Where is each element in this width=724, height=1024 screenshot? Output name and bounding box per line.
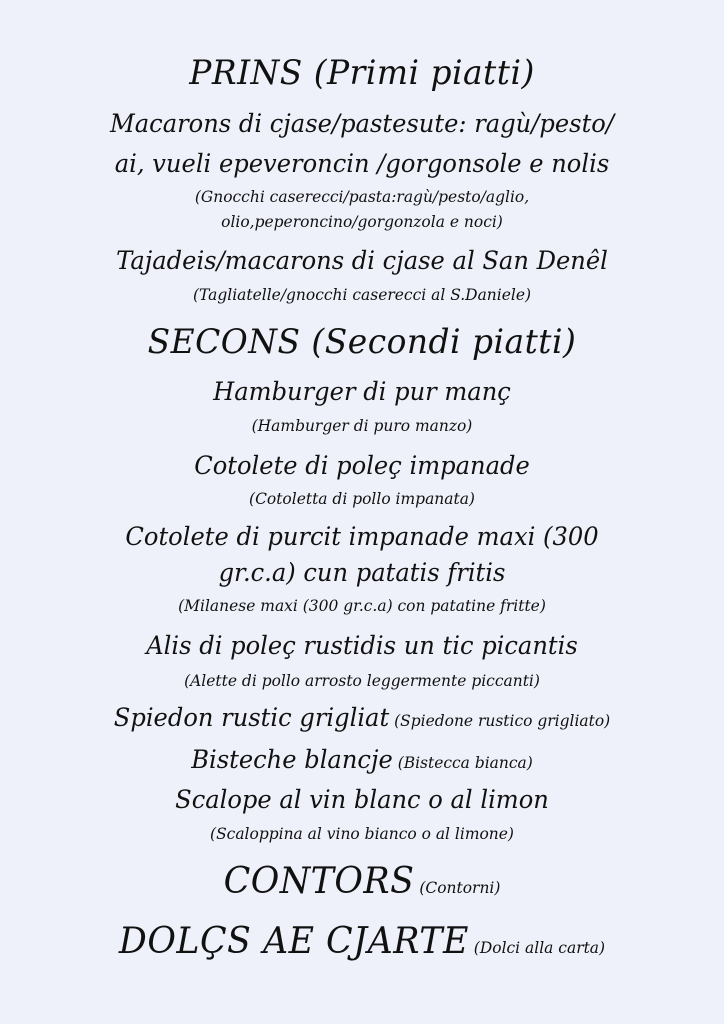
secondi-dish-1-note: (Hamburger di puro manzo) (251, 416, 473, 435)
contorni-note: (Contorni) (419, 878, 501, 897)
secondi-dish-5-note: (Spiedone rustico grigliato) (394, 711, 611, 730)
primi-dish-1-line-1: Macarons di cjase/pastesute: ragù/pesto/ (109, 109, 614, 138)
secondi-dish-7: Scalope al vin blanc o al limon (175, 785, 549, 814)
secondi-dish-5-row (12, 705, 712, 730)
secondi-dish-1: Hamburger di pur manç (213, 377, 511, 406)
secondi-dish-6-row (12, 747, 712, 772)
primi-dish-2: Tajadeis/macarons di cjase al San Denêl (116, 246, 608, 275)
secondi-dish-3-line-2: gr.c.a) cun patatis fritis (218, 558, 506, 587)
primi-dish-1-note-2: olio,peperoncino/gorgonzola e noci) (221, 212, 503, 231)
primi-dish-1-note-1: (Gnocchi caserecci/pasta:ragù/pesto/aglio, (194, 187, 530, 206)
primi-dish-2-note: (Tagliatelle/gnocchi caserecci al S.Daniele) (192, 285, 532, 304)
secondi-dish-4-note: (Alette di pollo arrosto leggermente piccanti) (184, 671, 540, 690)
dolci-note: (Dolci alla carta) (473, 938, 606, 957)
secondi-dish-2: Cotolete di poleç impanade (194, 451, 530, 480)
secondi-heading: SECONS (Secondi piatti) (147, 322, 577, 362)
secondi-dish-6-note: (Bistecca bianca) (397, 753, 533, 772)
secondi-dish-2-note: (Cotoletta di pollo impanata) (249, 489, 475, 508)
secondi-dish-7-note: (Scaloppina al vino bianco o al limone) (210, 824, 514, 843)
dolci-row (12, 921, 712, 962)
secondi-dish-4: Alis di poleç rustidis un tic picantis (146, 631, 578, 660)
primi-heading: PRINS (Primi piatti) (189, 53, 535, 93)
secondi-dish-3-line-1: Cotolete di purcit impanade maxi (300 (125, 522, 599, 551)
dolci-heading: DOLÇS AE CJARTE (118, 921, 469, 962)
secondi-dish-3-note: (Milanese maxi (300 gr.c.a) con patatine fritte) (178, 596, 546, 615)
secondi-dish-5: Spiedon rustic grigliat (113, 703, 390, 732)
contorni-row (12, 861, 712, 902)
primi-dish-1-line-2: ai, vueli epeveroncin /gorgonsole e nolis (114, 149, 610, 178)
contorni-heading: CONTORS (223, 861, 415, 902)
secondi-dish-6: Bisteche blancje (191, 745, 393, 774)
